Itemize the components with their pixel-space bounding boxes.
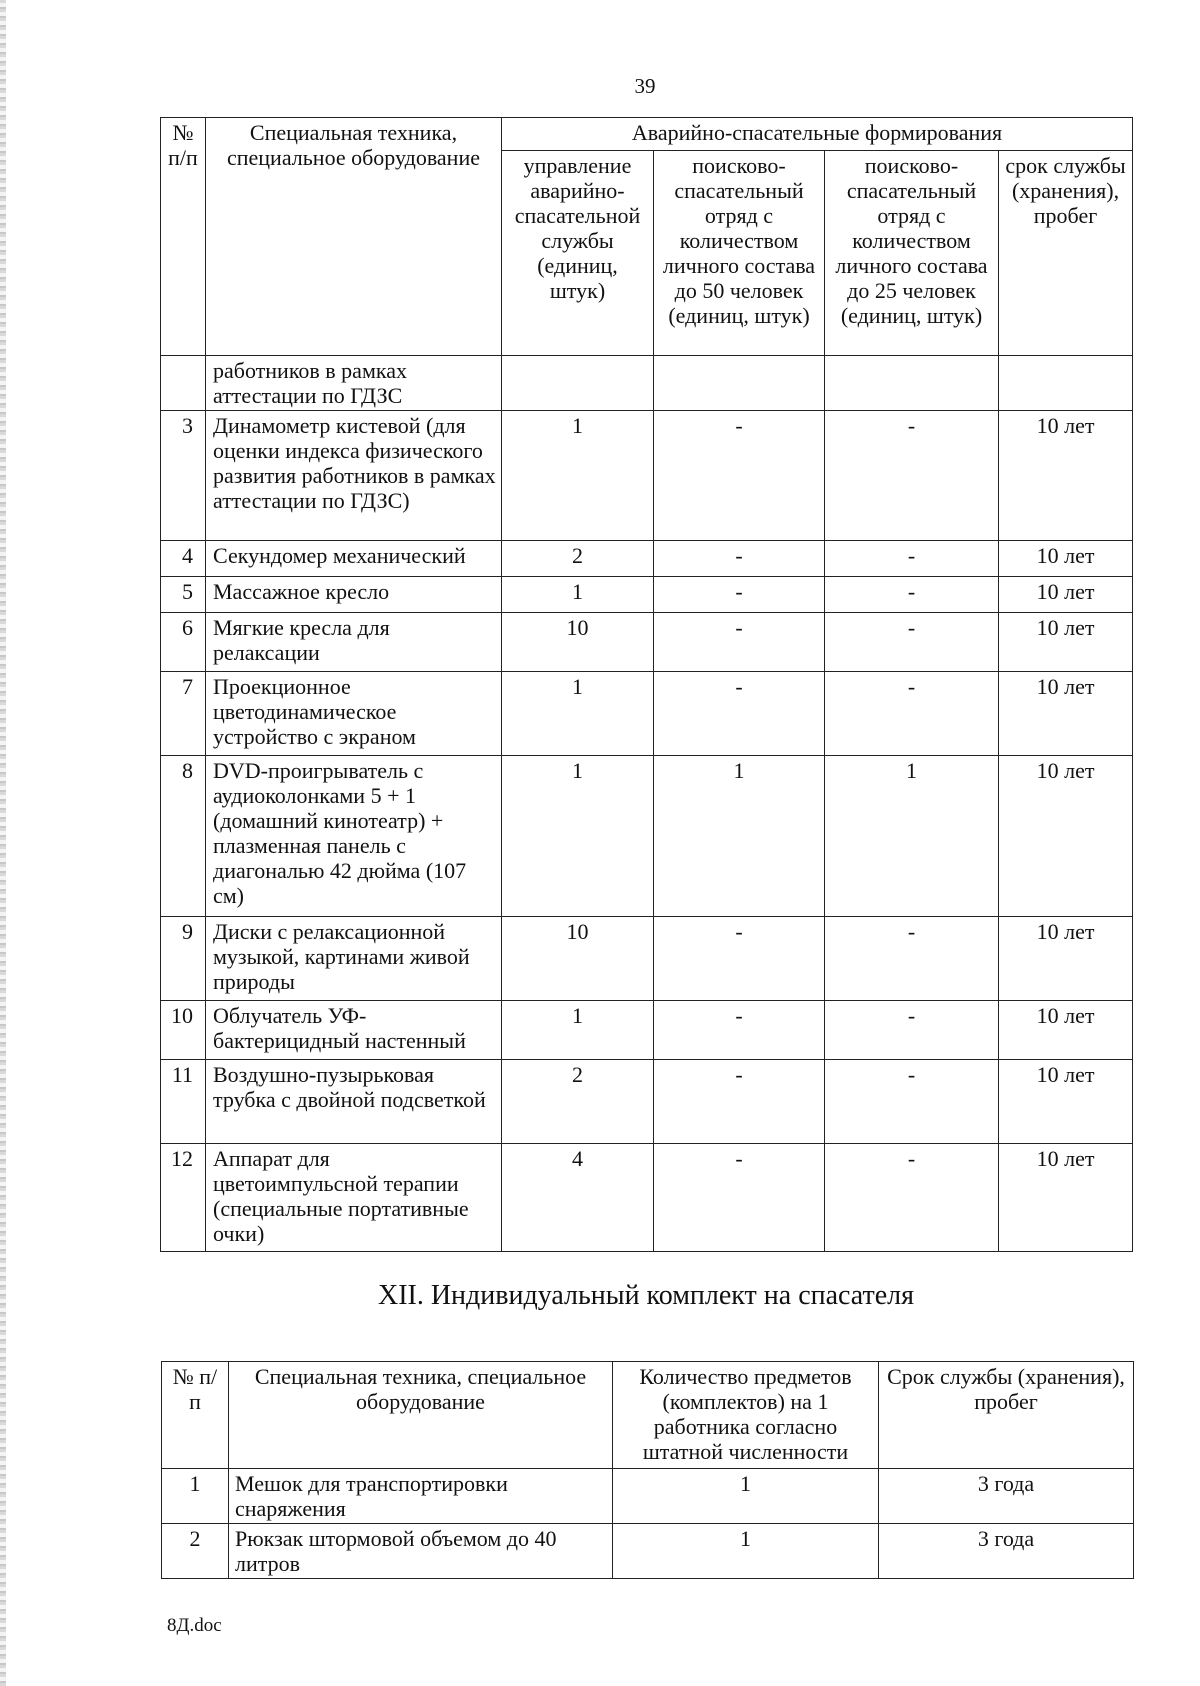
kit-header-term: Срок службы (хранения), пробег bbox=[879, 1362, 1134, 1469]
row-value-squad-25: - bbox=[825, 1144, 999, 1252]
kit-row-number: 2 bbox=[162, 1524, 229, 1579]
row-value-squad-25: - bbox=[825, 411, 999, 541]
row-term: 10 лет bbox=[999, 917, 1133, 1001]
kit-header-num: № п/п bbox=[162, 1362, 229, 1469]
row-term: 10 лет bbox=[999, 613, 1133, 672]
kit-row-item-name: Мешок для транспортировки снаряжения bbox=[229, 1469, 613, 1524]
row-value-squad-50: - bbox=[654, 577, 825, 613]
row-item-name: Диски с релаксационной музыкой, картинами живой природы bbox=[206, 917, 502, 1001]
row-value-squad-25: - bbox=[825, 672, 999, 756]
row-value-service: 10 bbox=[502, 613, 654, 672]
kit-row-term: 3 года bbox=[879, 1524, 1134, 1579]
row-number: 6 bbox=[161, 613, 206, 672]
row-number: 5 bbox=[161, 577, 206, 613]
row-value-squad-25: - bbox=[825, 917, 999, 1001]
row-term: 10 лет bbox=[999, 756, 1133, 917]
header-col-squad-25: поисково-спасательный отряд с количеством личного состава до 25 человек (единиц, штук) bbox=[825, 151, 999, 356]
row-value-squad-25: 1 bbox=[825, 756, 999, 917]
kit-row-number: 1 bbox=[162, 1469, 229, 1524]
scan-edge bbox=[0, 0, 6, 1686]
row-value-squad-50: - bbox=[654, 1001, 825, 1060]
header-col-term: срок службы (хранения), пробег bbox=[999, 151, 1133, 356]
row-number: 10 bbox=[161, 1001, 206, 1060]
header-col-squad-50: поисково-спасательный отряд с количеством личного состава до 50 человек (единиц, штук) bbox=[654, 151, 825, 356]
row-value-squad-50: - bbox=[654, 411, 825, 541]
header-group: Аварийно-спасательные формирования bbox=[502, 118, 1133, 151]
row-value-squad-25: - bbox=[825, 577, 999, 613]
row-value-squad-25: - bbox=[825, 613, 999, 672]
row-number: 8 bbox=[161, 756, 206, 917]
kit-row-item-name: Рюкзак штормовой объемом до 40 литров bbox=[229, 1524, 613, 1579]
row-value-service: 10 bbox=[502, 917, 654, 1001]
row-value-service bbox=[502, 356, 654, 411]
row-term: 10 лет bbox=[999, 1060, 1133, 1144]
header-col-service: управление аварийно-спасательной службы (единиц, штук) bbox=[502, 151, 654, 356]
table-row bbox=[162, 1524, 1134, 1579]
row-number: 9 bbox=[161, 917, 206, 1001]
header-name: Специальная техника, специальное оборудование bbox=[206, 118, 502, 356]
page-number: 39 bbox=[634, 74, 656, 98]
row-number: 3 bbox=[161, 411, 206, 541]
row-number: 12 bbox=[161, 1144, 206, 1252]
table-row bbox=[161, 577, 1133, 613]
table-row bbox=[161, 756, 1133, 917]
row-number bbox=[161, 356, 206, 411]
kit-row-qty: 1 bbox=[613, 1469, 879, 1524]
row-value-squad-25: - bbox=[825, 1001, 999, 1060]
row-value-service: 1 bbox=[502, 411, 654, 541]
header-num: № п/п bbox=[161, 118, 206, 356]
footer-filename: 8Д.doc bbox=[167, 1615, 222, 1636]
row-value-squad-50: - bbox=[654, 917, 825, 1001]
row-value-squad-25: - bbox=[825, 1060, 999, 1144]
row-number: 7 bbox=[161, 672, 206, 756]
row-item-name: Массажное кресло bbox=[206, 577, 502, 613]
row-item-name: Облучатель УФ-бактерицидный настенный bbox=[206, 1001, 502, 1060]
kit-row-qty: 1 bbox=[613, 1524, 879, 1579]
table-row bbox=[161, 356, 1133, 411]
table-row bbox=[162, 1469, 1134, 1524]
row-value-service: 2 bbox=[502, 1060, 654, 1144]
row-item-name: Мягкие кресла для релаксации bbox=[206, 613, 502, 672]
kit-header-qty: Количество предметов (комплектов) на 1 работника согласно штатной численности bbox=[613, 1362, 879, 1469]
row-value-squad-50: 1 bbox=[654, 756, 825, 917]
section-heading: XII. Индивидуальный комплект на спасателя bbox=[377, 1280, 915, 1311]
row-term: 10 лет bbox=[999, 541, 1133, 577]
row-value-service: 1 bbox=[502, 577, 654, 613]
row-value-service: 1 bbox=[502, 756, 654, 917]
row-number: 4 bbox=[161, 541, 206, 577]
row-item-name: Аппарат для цветоимпульсной терапии (специальные портативные очки) bbox=[206, 1144, 502, 1252]
row-value-squad-50: - bbox=[654, 1060, 825, 1144]
row-term: 10 лет bbox=[999, 1144, 1133, 1252]
row-item-name: работников в рамках аттестации по ГДЗС bbox=[206, 356, 502, 411]
table-row bbox=[161, 1060, 1133, 1144]
row-item-name: Воздушно-пузырьковая трубка с двойной подсветкой bbox=[206, 1060, 502, 1144]
row-value-squad-50 bbox=[654, 356, 825, 411]
row-term: 10 лет bbox=[999, 672, 1133, 756]
row-value-squad-50: - bbox=[654, 672, 825, 756]
row-term: 10 лет bbox=[999, 411, 1133, 541]
table-row bbox=[161, 411, 1133, 541]
row-item-name: Секундомер механический bbox=[206, 541, 502, 577]
row-item-name: Динамометр кистевой (для оценки индекса физического развития работников в рамках аттестации по ГДЗС) bbox=[206, 411, 502, 541]
row-number: 11 bbox=[161, 1060, 206, 1144]
table-row bbox=[161, 672, 1133, 756]
row-value-service: 4 bbox=[502, 1144, 654, 1252]
row-value-squad-50: - bbox=[654, 541, 825, 577]
row-value-service: 1 bbox=[502, 1001, 654, 1060]
equipment-table bbox=[160, 117, 1133, 1252]
row-term: 10 лет bbox=[999, 1001, 1133, 1060]
table-row bbox=[161, 1144, 1133, 1252]
row-value-squad-50: - bbox=[654, 613, 825, 672]
row-value-squad-25 bbox=[825, 356, 999, 411]
table-row bbox=[161, 541, 1133, 577]
row-item-name: Проекционное цветодинамическое устройство с экраном bbox=[206, 672, 502, 756]
row-term: 10 лет bbox=[999, 577, 1133, 613]
kit-header-name: Специальная техника, специальное оборудование bbox=[229, 1362, 613, 1469]
row-value-squad-50: - bbox=[654, 1144, 825, 1252]
table-row bbox=[161, 1001, 1133, 1060]
row-item-name: DVD-проигрыватель с аудиоколонками 5 + 1 (домашний кинотеатр) + плазменная панель с диагональю 42 дюйма (107 см) bbox=[206, 756, 502, 917]
row-value-squad-25: - bbox=[825, 541, 999, 577]
row-value-service: 1 bbox=[502, 672, 654, 756]
kit-row-term: 3 года bbox=[879, 1469, 1134, 1524]
row-value-service: 2 bbox=[502, 541, 654, 577]
table-row bbox=[161, 613, 1133, 672]
row-term bbox=[999, 356, 1133, 411]
rescuer-kit-table bbox=[161, 1361, 1134, 1579]
table-row bbox=[161, 917, 1133, 1001]
